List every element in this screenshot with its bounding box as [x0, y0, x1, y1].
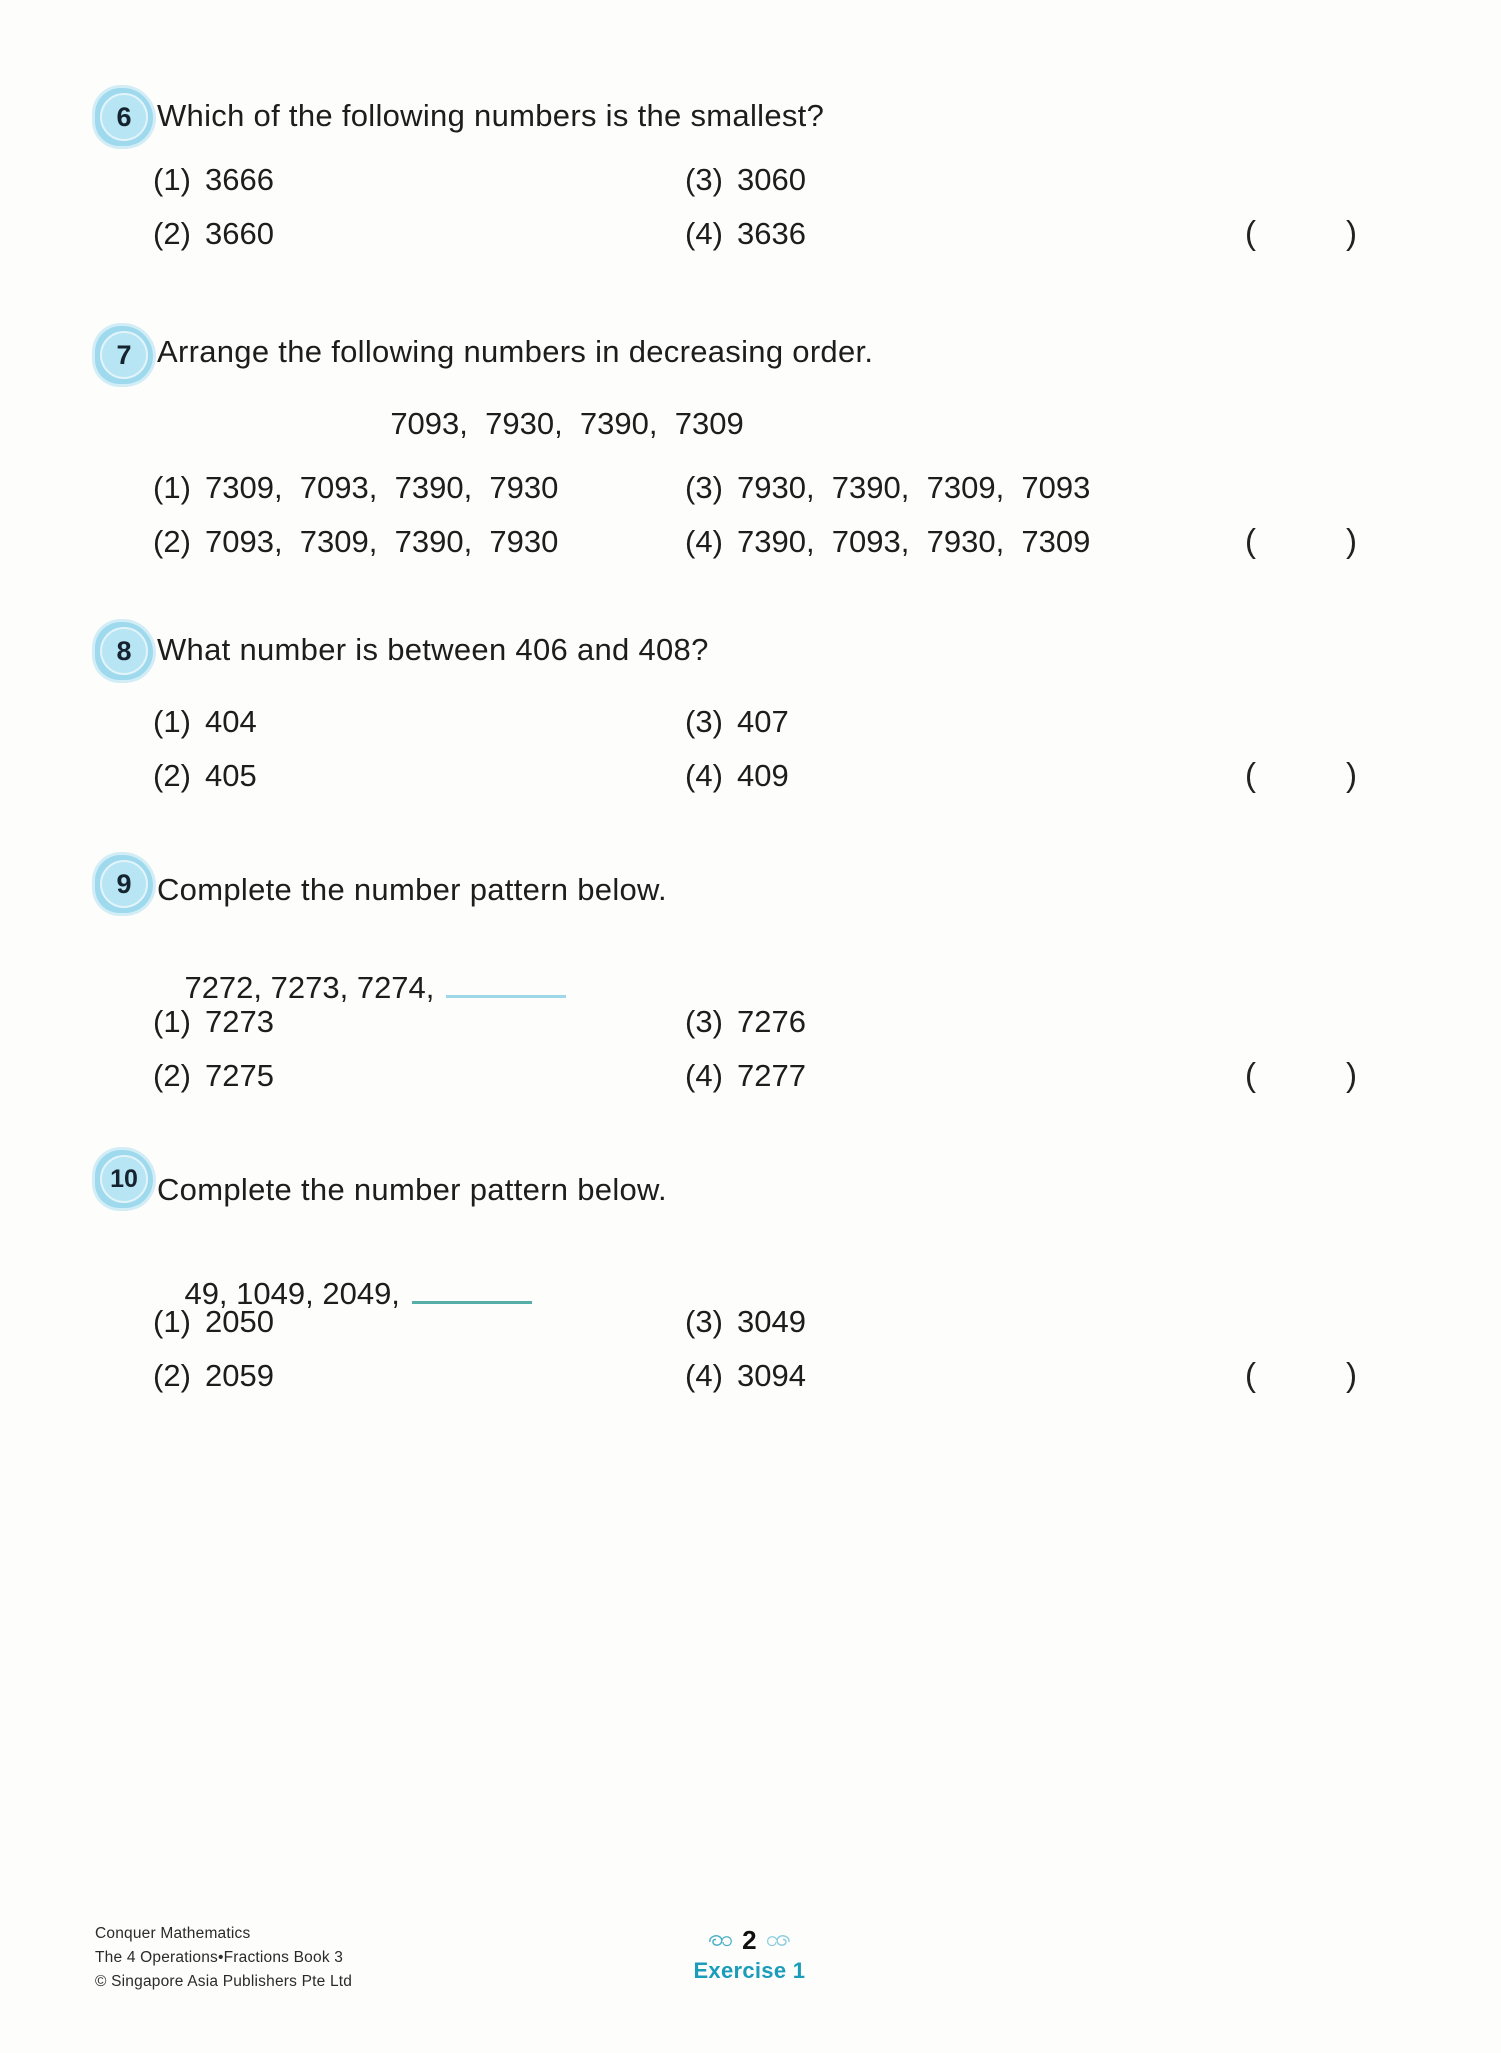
option-4 — [685, 1358, 806, 1394]
answer-bracket[interactable] — [1245, 1056, 1357, 1094]
question-7 — [95, 320, 1405, 580]
option-value: 3094 — [737, 1358, 806, 1393]
answer-bracket[interactable] — [1245, 756, 1357, 794]
page-number: 2 — [742, 1925, 757, 1955]
option-4 — [685, 758, 789, 794]
bracket-open: ( — [1245, 214, 1256, 251]
question-number: 8 — [100, 627, 148, 675]
options-row — [153, 1358, 1405, 1394]
option-2 — [153, 758, 685, 794]
option-label: (4) — [685, 1358, 723, 1393]
options-row — [153, 470, 1405, 506]
option-label: (2) — [153, 758, 191, 793]
bracket-close: ) — [1346, 522, 1357, 559]
footer-page-info — [693, 1925, 805, 1984]
option-label: (2) — [153, 524, 191, 559]
option-label: (2) — [153, 1358, 191, 1393]
answer-bracket[interactable] — [1245, 214, 1357, 252]
option-1 — [153, 1004, 685, 1040]
option-1 — [153, 162, 685, 198]
question-prompt: Complete the number pattern below. — [157, 872, 667, 907]
option-1 — [153, 1304, 685, 1340]
option-1 — [153, 704, 685, 740]
swirl-ornament-icon — [765, 1932, 791, 1950]
answer-blank[interactable] — [446, 985, 566, 998]
footer-line-3: © Singapore Asia Publishers Pte Ltd — [95, 1973, 353, 1991]
answer-bracket[interactable] — [1245, 1356, 1357, 1394]
question-number: 6 — [100, 93, 148, 141]
given-numbers: 7093, 7930, 7390, 7309 — [390, 406, 744, 441]
option-value: 7273 — [205, 1004, 274, 1039]
option-1 — [153, 470, 685, 506]
options-row — [153, 758, 1405, 794]
option-4 — [685, 216, 806, 252]
option-value: 3666 — [205, 162, 274, 197]
option-label: (4) — [685, 1058, 723, 1093]
option-label: (1) — [153, 704, 191, 739]
option-label: (1) — [153, 1304, 191, 1339]
question-prompt: What number is between 406 and 408? — [157, 632, 709, 667]
option-value: 7277 — [737, 1058, 806, 1093]
bracket-open: ( — [1245, 1356, 1256, 1393]
question-number: 9 — [100, 860, 148, 908]
bracket-close: ) — [1346, 1056, 1357, 1093]
question-10 — [95, 1148, 1405, 1418]
answer-bracket[interactable] — [1245, 522, 1357, 560]
option-label: (3) — [685, 1004, 723, 1039]
question-prompt: Arrange the following numbers in decreasing order. — [157, 334, 874, 369]
pattern-text: 49, 1049, 2049, — [184, 1276, 400, 1311]
option-label: (3) — [685, 162, 723, 197]
options-row — [153, 1004, 1405, 1040]
options-row — [153, 524, 1405, 560]
option-label: (2) — [153, 1058, 191, 1093]
option-value: 7309, 7093, 7390, 7930 — [205, 470, 559, 505]
option-3 — [685, 470, 1090, 506]
bracket-open: ( — [1245, 756, 1256, 793]
option-value: 3060 — [737, 162, 806, 197]
option-label: (1) — [153, 1004, 191, 1039]
question-prompt: Complete the number pattern below. — [157, 1172, 667, 1207]
option-2 — [153, 524, 685, 560]
option-4 — [685, 524, 1090, 560]
options-row — [153, 162, 1405, 198]
footer-imprint — [95, 1922, 352, 1994]
option-value: 409 — [737, 758, 789, 793]
question-prompt: Which of the following numbers is the smallest? — [157, 98, 825, 133]
option-label: (3) — [685, 1304, 723, 1339]
question-number: 10 — [100, 1155, 148, 1203]
bracket-open: ( — [1245, 522, 1256, 559]
options-row — [153, 1304, 1405, 1340]
question-number-badge — [95, 326, 153, 384]
options-row — [153, 216, 1405, 252]
question-8 — [95, 618, 1405, 818]
option-label: (3) — [685, 470, 723, 505]
question-number-badge — [95, 88, 153, 146]
bracket-close: ) — [1346, 1356, 1357, 1393]
bracket-open: ( — [1245, 1056, 1256, 1093]
option-2 — [153, 1058, 685, 1094]
option-value: 2059 — [205, 1358, 274, 1393]
option-label: (4) — [685, 524, 723, 559]
question-number-badge — [95, 855, 153, 913]
option-value: 7093, 7309, 7390, 7930 — [205, 524, 559, 559]
question-6 — [95, 88, 1405, 288]
pattern-text: 7272, 7273, 7274, — [184, 970, 435, 1005]
option-label: (3) — [685, 704, 723, 739]
question-number-badge — [95, 622, 153, 680]
option-3 — [685, 704, 789, 740]
footer-line-1: Conquer Mathematics — [95, 1925, 251, 1942]
option-value: 3636 — [737, 216, 806, 251]
option-value: 405 — [205, 758, 257, 793]
options-row — [153, 1058, 1405, 1094]
option-value: 7276 — [737, 1004, 806, 1039]
footer-line-2: The 4 Operations•Fractions Book 3 — [95, 1949, 344, 1967]
bracket-close: ) — [1346, 214, 1357, 251]
option-label: (1) — [153, 162, 191, 197]
option-value: 407 — [737, 704, 789, 739]
option-value: 3660 — [205, 216, 274, 251]
option-value: 7930, 7390, 7309, 7093 — [737, 470, 1091, 505]
option-label: (1) — [153, 470, 191, 505]
page-number-row — [693, 1925, 805, 1956]
option-label: (4) — [685, 758, 723, 793]
question-number: 7 — [100, 331, 148, 379]
option-value: 3049 — [737, 1304, 806, 1339]
options-row — [153, 704, 1405, 740]
option-3 — [685, 1004, 806, 1040]
option-2 — [153, 1358, 685, 1394]
option-3 — [685, 162, 806, 198]
option-value: 404 — [205, 704, 257, 739]
option-value: 7275 — [205, 1058, 274, 1093]
option-3 — [685, 1304, 806, 1340]
question-9 — [95, 852, 1405, 1112]
question-number-badge — [95, 1150, 153, 1208]
option-value: 7390, 7093, 7930, 7309 — [737, 524, 1091, 559]
option-label: (4) — [685, 216, 723, 251]
option-2 — [153, 216, 685, 252]
swirl-ornament-icon — [708, 1932, 734, 1950]
exercise-label: Exercise 1 — [693, 1958, 806, 1983]
answer-blank[interactable] — [412, 1291, 532, 1304]
option-4 — [685, 1058, 806, 1094]
option-value: 2050 — [205, 1304, 274, 1339]
bracket-close: ) — [1346, 756, 1357, 793]
option-label: (2) — [153, 216, 191, 251]
